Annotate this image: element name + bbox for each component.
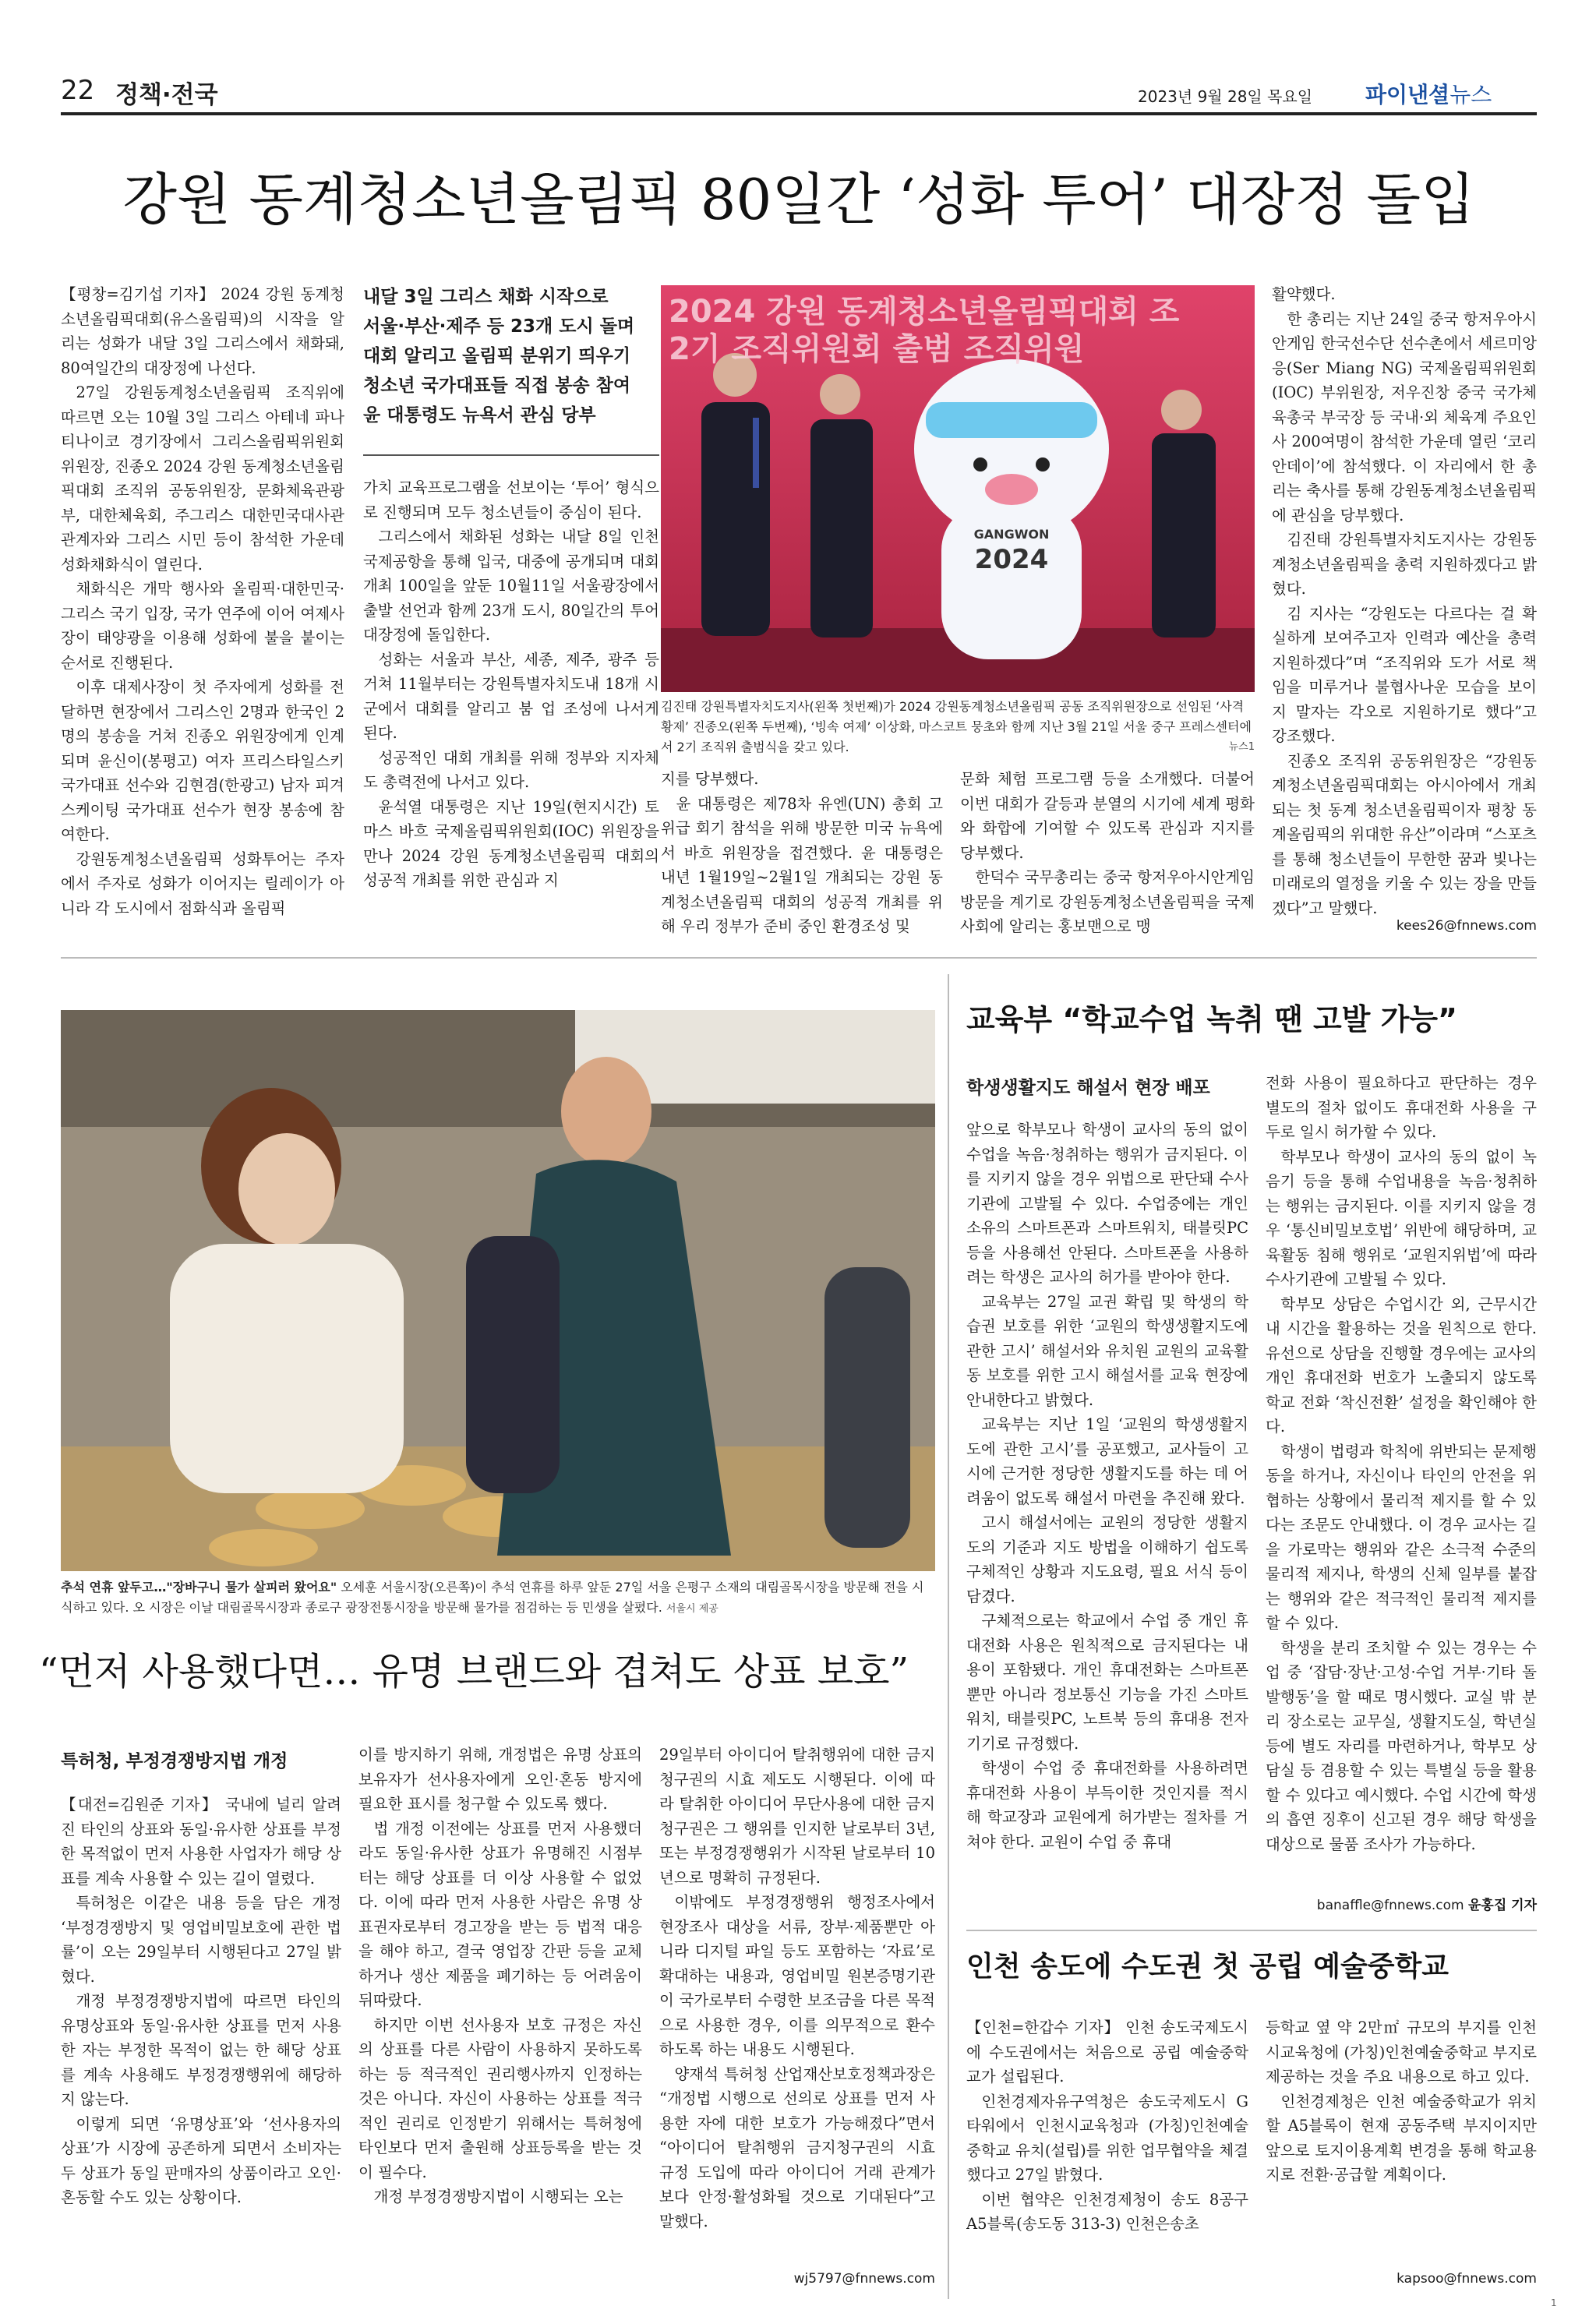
article1-col3 <box>661 767 943 938</box>
article2-subhead: 특허청, 부정경쟁방지법 개정 <box>61 1751 288 1771</box>
article2-para: 이를 방지하기 위해, 개정법은 유명 상표의 보유자가 선사용자에게 오인·혼동 방지에 필요한 표시를 청구할 수 있도록 했다. <box>358 1746 642 1813</box>
market-photo-caption <box>61 1577 935 1623</box>
article3-para: 학생이 법령과 학칙에 위반되는 문제행동을 하거나, 자신이나 타인의 안전을 위협하는 상황에서 물리적 제지를 할 수 있다는 조문도 안내했다. 이 경우 교사는 길을 가로막는 행위와 같은 소극적 수준의 물리적 제지나, 학생의 신체 일부를 붙잡는 행위와 같은 적극적인 물리적 제지를 할 수 있다. <box>1266 1442 1537 1632</box>
article3-col1 <box>966 1118 1248 1913</box>
deck-line: 대회 알리고 올림픽 분위기 띄우기 <box>363 346 631 366</box>
issue-date: 2023년 9월 28일 목요일 <box>1138 87 1313 106</box>
market-photo <box>61 1010 935 1571</box>
deck-line: 청소년 국가대표들 직접 봉송 참여 <box>363 376 631 396</box>
column-divider <box>948 974 949 2299</box>
article1-para: 가치 교육프로그램을 선보이는 ‘투어’ 형식으로 진행되며 모두 청소년들이 중심이 된다. <box>363 479 659 521</box>
article1-para: 강원동계청소년올림픽 성화투어는 주자에서 주자로 성화가 이어지는 릴레이가 아니라 각 도시에서 점화식과 올림픽 <box>61 849 344 917</box>
article3-col2 <box>1266 1071 1537 1894</box>
section-divider <box>61 957 1537 959</box>
article1-para: 윤석열 대통령은 지난 19일(현지시간) 토마스 바흐 국제올림픽위원회(IOC) 위원장을 만나 2024 강원 동계청소년올림픽 대회의 성공적 개최를 위한 관심과 지 <box>363 797 659 889</box>
header-rule <box>61 112 1537 115</box>
article2-para: 이렇게 되면 ‘유명상표’와 ‘선사용자의 상표’가 시장에 공존하게 되면서 소비자는 두 상표가 동일 판매자의 상품이라고 오인·혼동할 수도 있는 상황이다. <box>61 2114 341 2206</box>
article1-photo-caption <box>661 697 1255 761</box>
article2-para: 특허청은 이같은 내용 등을 담은 개정 ‘부정경쟁방지 및 영업비밀보호에 관한 법률’이 오는 29일부터 시행된다고 27일 밝혔다. <box>61 1894 341 1986</box>
deck-divider <box>363 454 659 456</box>
article2-para: 29일부터 아이디어 탈취행위에 대한 금지청구권의 시효 제도도 시행된다. 이에 따라 탈취한 아이디어 무단사용에 대한 금지청구권은 그 행위를 인지한 날로부터 3년, 또는 부정경쟁행위가 시작된 날로부터 10년으로 명확히 규정된다. <box>659 1746 935 1887</box>
page-number: 22 <box>61 75 95 106</box>
article1-para: 그리스에서 채화된 성화는 내달 8일 인천국제공항을 통해 입국, 대중에 공개되며 대회 개최 100일을 앞둔 10월11일 서울광장에서 출발 선언과 함께 23개 도시, 80일간의 투어 대장정에 돌입한다. <box>363 528 659 644</box>
article4-headline: 인천 송도에 수도권 첫 공립 예술중학교 <box>966 1951 1449 1983</box>
article1-col5 <box>1272 282 1537 920</box>
article1-para: 한덕수 국무총리는 중국 항저우아시안게임 방문을 계기로 강원동계청소년올림픽을 국제사회에 알리는 홍보맨으로 맹 <box>960 868 1255 935</box>
photo-credit: 서울시 제공 <box>666 1603 719 1615</box>
article1-para: 성화는 서울과 부산, 세종, 제주, 광주 등 거쳐 11월부터는 강원특별자치도내 18개 시군에서 대회를 알리고 붐 업 조성에 나서게 된다. <box>363 650 659 742</box>
article1-deck <box>363 282 659 430</box>
article3-para: 학생이 수업 중 휴대전화를 사용하려면 휴대전화 사용이 부득이한 것인지를 적시해 학교장과 교원에게 허가받는 절차를 거쳐야 한다. 교원이 수업 중 휴대 <box>966 1759 1248 1851</box>
article1-para: 김진태 강원특별자치도지사는 강원동계청소년올림픽을 총력 지원하겠다고 밝혔다. <box>1272 531 1537 598</box>
article1-para: 27일 강원동계청소년올림픽 조직위에 따르면 오는 10월 3일 그리스 아테네 파나티나이코 경기장에서 그리스올림픽위원회 위원장, 진종오 2024 강원 동계청소년올림픽대회 조직위 공동위원장, 문화체육관광부, 대한체육회, 주그리스 대한민국대사관 관계자와 그리스 시민 등이 참석한 가운데 성화채화식이 열린다. <box>61 383 344 574</box>
article3-para: 학부모나 학생이 교사의 동의 없이 녹음기 등을 통해 수업내용을 녹음·청취하는 행위는 금지된다. 이를 지키지 않을 경우 ‘통신비밀보호법’ 위반에 해당하며, 교육활동 침해 행위로 ‘교원지위법’에 따라 수사기관에 고발될 수 있다. <box>1266 1147 1537 1288</box>
newspaper-logo <box>1365 78 1492 109</box>
caption-text: 김진태 강원특별자치도지사(왼쪽 첫번째)가 2024 강원동계청소년올림픽 공동 조직위원장으로 선임된 ‘사격 황제’ 진종오(왼쪽 두번째), ‘빙속 여제’ 이상화, 마스코트 뭉초와 함께 지난 3월 21일 서울 중구 프레스센터에서 2기 조직위 출범식을 갖고 있다. <box>661 699 1252 754</box>
article3-email <box>1266 1894 1537 1913</box>
market-photo-illustration <box>61 1010 935 1571</box>
article1-email: kees26@fnnews.com <box>1396 918 1537 934</box>
article1-photo <box>661 285 1255 692</box>
photo-banner-text: 2024 강원 동계청소년올림픽대회 조 <box>669 294 1180 330</box>
article2-para: 【대전=김원준 기자】 국내에 널리 알려진 타인의 상표와 동일·유사한 상표를 부정한 목적없이 먼저 사용한 사업자가 해당 상표를 계속 사용할 수 있는 길이 열렸다. <box>61 1796 341 1888</box>
deck-line: 내달 3일 그리스 채화 시작으로 <box>363 287 609 307</box>
article4-para: 인천경제청은 인천 예술중학교가 위치할 A5블록이 현재 공동주택 부지이지만 앞으로 토지이용계획 변경을 통해 학교용지로 전환·공급할 계획이다. <box>1266 2092 1537 2184</box>
article2-para: 개정 부정경쟁방지법에 따르면 타인의 유명상표와 동일·유사한 상표를 먼저 사용한 자는 부정한 목적이 없는 한 해당 상표를 계속 사용해도 부정경쟁행위에 해당하지 않는다. <box>61 1992 341 2108</box>
article1-col4 <box>960 767 1255 938</box>
article2-email: wj5797@fnnews.com <box>793 2271 935 2287</box>
page-folio: 1 <box>1551 2298 1557 2308</box>
article3-para: 구체적으로는 학교에서 수업 중 개인 휴대전화 사용은 원칙적으로 금지된다는 내용이 포함됐다. 개인 휴대전화는 스마트폰 뿐만 아니라 정보통신 기능을 가진 스마트워치, 태블릿PC, 노트북 등의 휴대용 전자기기로 규정했다. <box>966 1612 1248 1753</box>
photo-banner-text: 2기 조직위원회 출범 조직위원 <box>669 331 1085 367</box>
article4-col1 <box>966 2015 1248 2290</box>
article1-para: 지를 당부했다. <box>661 770 759 788</box>
section-divider <box>966 1930 1537 1931</box>
reporter-byline: 윤홍집 기자 <box>1467 1898 1537 1913</box>
article2-col2 <box>358 1743 642 2291</box>
mascot-label: GANGWON <box>973 527 1050 542</box>
article2-para: 개정 부정경쟁방지법이 시행되는 오는 <box>373 2188 623 2206</box>
article4-col2 <box>1266 2015 1537 2262</box>
article3-para: 학생을 분리 조치할 수 있는 경우는 수업 중 ‘잡담·장난·고성·수업 거부·기타 돌발행동’을 할 때로 명시했다. 교실 밖 분리 장소로는 교무실, 생활지도실, 학년실 등에 별도 자리를 마련하거나, 학부모 상담실 등 겸용할 수 있는 특별실 등을 활용할 수 있다고 예시했다. 수업 시간에 학생의 흡연 징후이 신고된 경우 해당 학생을 대상으로 물품 조사가 가능하다. <box>1266 1638 1537 1853</box>
caption-title: 추석 연휴 앞두고…"장바구니 물가 살피러 왔어요" <box>61 1580 337 1595</box>
article4-para: 이번 협약은 인천경제청이 송도 8공구 A5블록(송도동 313-3) 인천은송초 <box>966 2190 1248 2233</box>
logo-light: 뉴스 <box>1449 82 1492 108</box>
article1-para: 진종오 조직위 공동위원장은 “강원동계청소년올림픽대회는 아시아에서 개최되는 첫 동계 청소년올림픽이자 평창 동계올림픽의 위대한 유산”이라며 “스포츠를 통해 청소년들이 무한한 꿈과 빛나는 미래로의 열정을 키울 수 있는 장을 만들겠다”고 말했다. <box>1272 751 1537 917</box>
article3-para: 교육부는 지난 1일 ‘교원의 학생생활지도에 관한 고시’를 공포했고, 교사들이 고시에 근거한 정당한 생활지도를 하는 데 어려움이 없도록 해설서 마련을 추진해 왔다. <box>966 1415 1248 1507</box>
article1-para: 한 총리는 지난 24일 중국 항저우아시안게임 한국선수단 선수촌에서 세르미앙응(Ser Miang NG) 국제올림픽위원회(IOC) 부위원장, 저우진창 중국 국가체육총국 부국장 등 국내·외 체육계 주요인사 200여명이 참석한 가운데 열린 ‘코리안데이’에 참석했다. 이 자리에서 한 총리는 축사를 통해 강원동계청소년올림픽에 관심을 당부했다. <box>1272 309 1537 524</box>
article2-para: 이밖에도 부정경쟁행위 행정조사에서 현장조사 대상을 서류, 장부·제품뿐만 아니라 디지털 파일 등도 포함하는 ‘자료’로 확대하는 내용과, 영업비밀 원본증명기관이 국가로부터 수령한 보조금을 다른 목적으로 사용한 경우, 이를 의무적으로 환수하도록 하는 내용도 시행된다. <box>659 1893 935 2058</box>
logo-bold: 파이낸셜 <box>1365 82 1450 108</box>
photo-credit: 뉴스1 <box>1228 741 1255 753</box>
article1-para: 김 지사는 “강원도는 다르다는 걸 확실하게 보여주고자 인력과 예산을 총력 지원하겠다”며 “조직위와 도가 서로 책임을 미루거나 불협사나운 모습을 보이지 말자는 각오로 지원하기로 했다”고 강조했다. <box>1272 604 1537 745</box>
deck-line: 서울·부산·제주 등 23개 도시 돌며 <box>363 316 635 337</box>
article1-col2 <box>363 475 659 938</box>
mascot-year: 2024 <box>974 544 1049 575</box>
article1-para: 활약했다. <box>1272 285 1336 303</box>
article1-para: 이후 대제사장이 첫 주자에게 성화를 전달하면 현장에서 그리스인 2명과 한국인 2명의 봉송을 거쳐 진종오 위원장에게 인계되며 윤신이(봉평고) 여자 프리스타일스키 국가대표 선수와 김현겸(한광고) 남자 피겨스케이팅 국가대표 선수가 현장 봉송에 참여한다. <box>61 678 344 843</box>
article4-para: 등학교 옆 약 2만㎡ 규모의 부지를 인천시교육청에 (가칭)인천예술중학교 부지로 제공하는 것을 주요 내용으로 하고 있다. <box>1266 2018 1537 2086</box>
article2-para: 양재석 특허청 산업재산보호정책과장은 “개정법 시행으로 선의로 상표를 먼저 사용한 자에 대한 보호가 가능해졌다”면서 “아이디어 탈취행위 금지청구권의 시효 규정 도입에 따라 아이디어 거래 관계가 보다 안정·활성화될 것으로 기대된다”고 말했다. <box>659 2064 935 2230</box>
article3-para: 앞으로 학부모나 학생이 교사의 동의 없이 수업을 녹음·청취하는 행위가 금지된다. 이를 지키지 않을 경우 위법으로 판단돼 수사기관에 고발될 수 있다. 수업중에는 개인 소유의 스마트폰과 스마트워치, 태블릿PC 등을 사용해선 안된다. 스마트폰을 사용하려는 학생은 교사의 허가를 받아야 한다. <box>966 1121 1248 1286</box>
deck-line: 윤 대통령도 뉴욕서 관심 당부 <box>363 405 596 426</box>
article3-subhead: 학생생활지도 해설서 현장 배포 <box>966 1078 1210 1098</box>
caption-body: 오세훈 서울시장(오른쪽)이 추석 연휴를 하루 앞둔 27일 서울 은평구 소재의 대림골목시장을 방문해 전을 시식하고 있다. 오 시장은 이날 대림골목시장과 종로구 광장전통시장을 방문해 물가를 점검하는 등 민생을 살폈다. <box>61 1580 924 1615</box>
reporter-email: banaffle@fnnews.com <box>1316 1898 1464 1913</box>
article1-col1 <box>61 282 344 938</box>
article1-para: 성공적인 대회 개최를 위해 정부와 지자체도 총력전에 나서고 있다. <box>363 748 659 791</box>
article3-para: 학부모 상담은 수업시간 외, 근무시간 내 시간을 활용하는 것을 원칙으로 한다. 유선으로 상담을 진행할 경우에는 교사의 개인 휴대전화 번호가 노출되지 않도록 학교 전화 ‘착신전환’ 설정을 확인해야 한다. <box>1266 1294 1537 1436</box>
article2-para: 하지만 이번 선사용자 보호 규정은 자신의 상표를 다른 사람이 사용하지 못하도록 하는 등 적극적인 권리행사까지 인정하는 것은 아니다. 자신이 사용하는 상표를 적극적인 권리로 인정받기 위해서는 특허청에 타인보다 먼저 출원해 상표등록을 받는 것이 필수다. <box>358 2015 642 2181</box>
article3-para: 교육부는 27일 교권 확립 및 학생의 학습권 보호를 위한 ‘교원의 학생생활지도에 관한 고시’ 해설서와 유치원 교원의 교육활동 보호를 위한 고시 해설서를 교육 현장에 안내한다고 밝혔다. <box>966 1292 1248 1409</box>
article2-headline: “먼저 사용했다면… 유명 브랜드와 겹쳐도 상표 보호” <box>39 1650 909 1694</box>
article1-headline: 강원 동계청소년올림픽 80일간 ‘성화 투어’ 대장정 돌입 <box>122 167 1475 232</box>
article2-col1 <box>61 1792 341 2291</box>
section-title: 정책·전국 <box>115 81 218 109</box>
article3-para: 전화 사용이 필요하다고 판단하는 경우 별도의 절차 없이도 휴대전화 사용을 구두로 일시 허가할 수 있다. <box>1266 1074 1537 1141</box>
article3-para: 고시 해설서에는 교원의 정당한 생활지도의 기준과 지도 방법을 이해하기 쉽도록 구체적인 상황과 지도요령, 필요 서식 등이 담겼다. <box>966 1513 1248 1605</box>
article1-para: 문화 체험 프로그램 등을 소개했다. 더불어 이번 대회가 갈등과 분열의 시기에 세계 평화와 화합에 기여할 수 있도록 관심과 지지를 당부했다. <box>960 770 1255 862</box>
article4-email: kapsoo@fnnews.com <box>1396 2271 1537 2287</box>
article1-para: 【평창=김기섭 기자】 2024 강원 동계청소년올림픽대회(유스올림픽)의 시작을 알리는 성화가 내달 3일 그리스에서 채화돼, 80여일간의 대장정에 나선다. <box>61 285 344 377</box>
article4-para: 인천경제자유구역청은 송도국제도시 G타워에서 인천시교육청과 (가칭)인천예술중학교 유치(설립)를 위한 업무협약을 체결했다고 27일 밝혔다. <box>966 2092 1248 2184</box>
article2-para: 법 개정 이전에는 상표를 먼저 사용했더라도 동일·유사한 상표가 유명해진 시점부터는 해당 상표를 더 이상 사용할 수 없었다. 이에 따라 먼저 사용한 사람은 유명 상표권자로부터 경고장을 받는 등 법적 대응을 해야 하고, 결국 영업장 간판 등을 교체하거나 생산 제품을 폐기하는 등 어려움이 뒤따랐다. <box>358 1819 642 2009</box>
article1-para: 채화식은 개막 행사와 올림픽·대한민국·그리스 국기 입장, 국가 연주에 이어 여제사장이 태양광을 이용해 성화에 불을 붙이는 순서로 진행된다. <box>61 580 344 672</box>
article3-headline: 교육부 “학교수업 녹취 땐 고발 가능” <box>966 1002 1458 1037</box>
article2-col3 <box>659 1743 935 2269</box>
article1-para: 윤 대통령은 제78차 유엔(UN) 총회 고위급 회기 참석을 위해 방문한 미국 뉴욕에서 바흐 위원장을 접견했다. 윤 대통령은 내년 1월19일~2월1일 개최되는 강원 동계청소년올림픽 대회의 성공적 개최를 위해 우리 정부가 준비 중인 환경조성 및 <box>661 794 943 935</box>
article4-para: 【인천=한갑수 기자】 인천 송도국제도시에 수도권에서는 처음으로 공립 예술중학교가 설립된다. <box>966 2018 1248 2086</box>
